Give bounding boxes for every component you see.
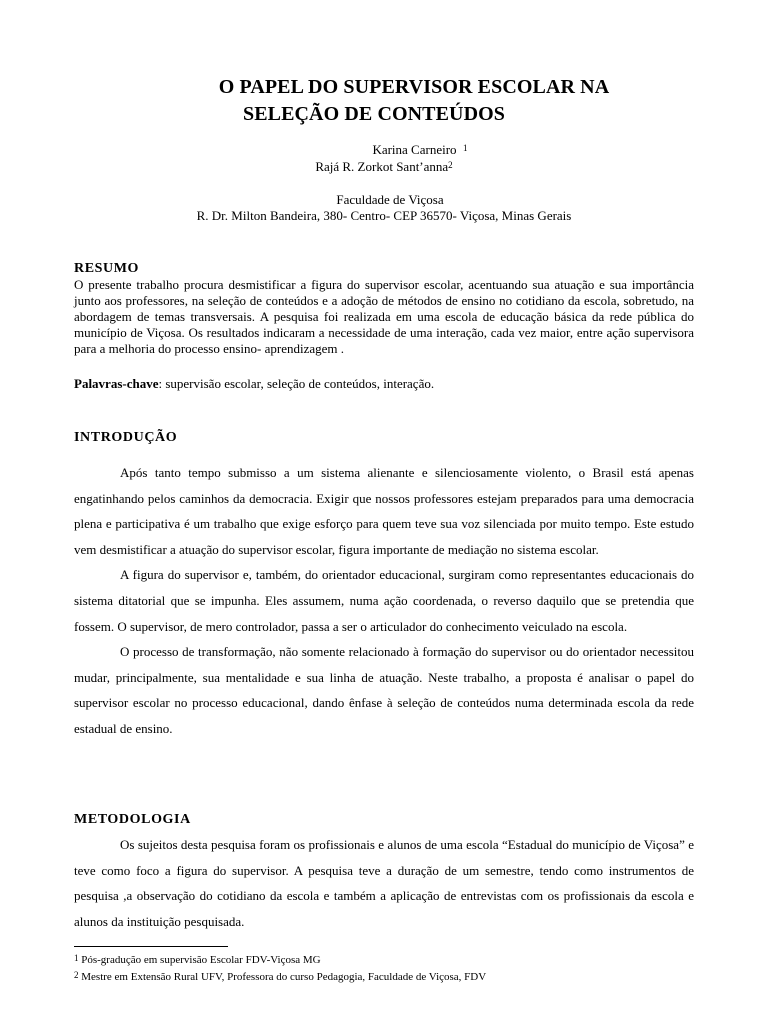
methodology-heading: METODOLOGIA (74, 812, 191, 827)
paragraph-text: O processo de transformação, não somente relacionado à formação do supervisor ou do orientador necessitou mudar, principalmente, sua mentalidade e sua linha de atuação. Neste trabalho, a proposta é analisar o papel do supervisor escolar no processo educacional, dando ênfase à seleção de conteúdos numa determinada escola da rede estadual de ensino. (74, 644, 694, 736)
paragraph-text: Os sujeitos desta pesquisa foram os profissionais e alunos de uma escola “Estadual do município de Viçosa” e teve como foco a figura do supervisor. A pesquisa teve a duração de um semestre, tendo como instrumentos de pesquisa ,a observação do cotidiano da escola e também a aplicação de entrevistas com os profissionais da escola e alunos da instituição pesquisada. (74, 837, 694, 929)
footnote-1 (74, 953, 321, 967)
title-line-1: O PAPEL DO SUPERVISOR ESCOLAR NA (218, 76, 610, 98)
abstract-text: O presente trabalho procura desmistificar a figura do supervisor escolar, acentuando sua atuação e sua importância junto aos professores, na seleção de conteúdos e a adoção de métodos de ensino no cotidiano da escola, sobretudo, na abordagem de temas transversais. A pesquisa foi realizada em uma escola de educação básica da rede pública do município de Viçosa. Os resultados indicaram a necessidade de uma interação, cada vez maior, entre ação supervisora para a melhoria do processo ensino- aprendizagem . (74, 277, 694, 356)
author-1 (36, 142, 768, 158)
institution: Faculdade de Viçosa (336, 192, 444, 207)
abstract-heading: RESUMO (74, 261, 140, 276)
keywords-label: Palavras-chave (74, 376, 159, 391)
paragraph-text: Após tanto tempo submisso a um sistema alienante e silenciosamente violento, o Brasil está apenas engatinhando pelos caminhos da democracia. Exigir que nossos professores estejam preparados para uma democracia plena e participativa é um trabalho que exige esforço para quem teve sua voz silenciada por muito tempo. Este estudo vem desmistificar a atuação do supervisor escolar, figura importante de mediação no sistema escolar. (74, 465, 694, 557)
title-line-2: SELEÇÃO DE CONTEÚDOS (242, 103, 506, 125)
footnote-2 (74, 970, 486, 984)
footnote-1-text: Pós-gradução em supervisão Escolar FDV-Viçosa MG (78, 954, 321, 966)
author-2-footnote-mark: 2 (448, 160, 453, 170)
keywords (74, 376, 694, 392)
methodology-body (74, 832, 694, 934)
paragraph (74, 562, 694, 639)
author-1-name: Karina Carneiro (372, 142, 457, 157)
paragraph (74, 639, 694, 741)
footnote-separator (74, 946, 228, 947)
paragraph-text: A figura do supervisor e, também, do orientador educacional, surgiram como representantes educacionais do sistema ditatorial que se impunha. Eles assumem, numa ação coordenada, o reverso daquilo que se pretendia que fossem. O supervisor, de mero controlador, passa a ser o articulador do conhecimento veiculado na escola. (74, 567, 694, 634)
introduction-body (74, 460, 694, 742)
author-1-footnote-mark: 1 (463, 143, 468, 153)
footnote-2-mark: 2 (74, 970, 79, 980)
introduction-heading: INTRODUÇÃO (74, 430, 178, 445)
address: R. Dr. Milton Bandeira, 380- Centro- CEP 36570- Viçosa, Minas Gerais (196, 208, 572, 223)
paragraph (74, 832, 694, 934)
footnote-2-text: Mestre em Extensão Rural UFV, Professora do curso Pedagogia, Faculdade de Viçosa, FDV (78, 971, 487, 983)
footnote-1-mark: 1 (74, 953, 79, 963)
author-2 (0, 159, 768, 175)
paragraph (74, 460, 694, 562)
author-2-name: Rajá R. Zorkot Sant’anna (315, 159, 449, 174)
keywords-text: : supervisão escolar, seleção de conteúdos, interação. (158, 376, 435, 391)
